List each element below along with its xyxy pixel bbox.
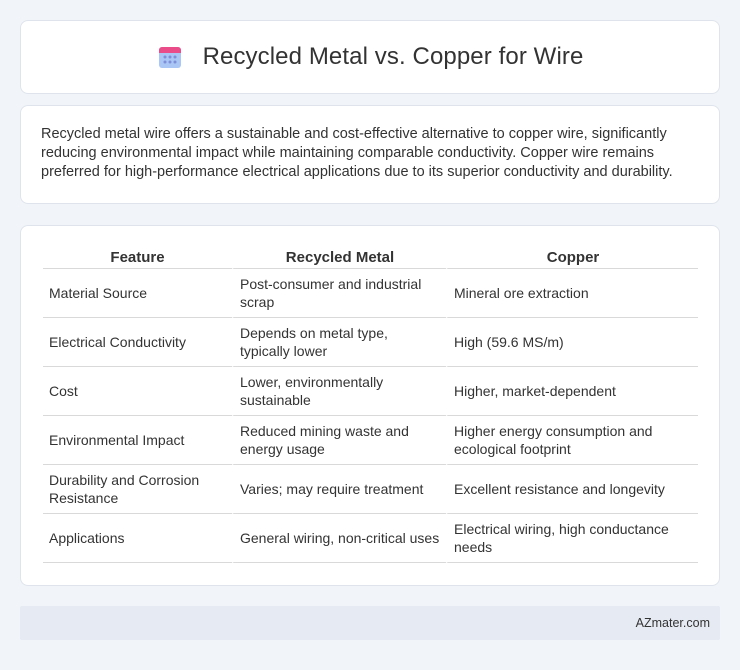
cell-recycled-metal: Lower, environmentally sustainable	[232, 367, 446, 416]
cell-copper: Higher, market-dependent	[446, 367, 698, 416]
cell-recycled-metal: Varies; may require treatment	[232, 465, 446, 514]
table-row	[43, 367, 698, 416]
cell-feature: Cost	[43, 367, 232, 416]
cell-copper: Higher energy consumption and ecological footprint	[446, 416, 698, 465]
header-recycled-metal: Recycled Metal	[232, 248, 446, 269]
cell-recycled-metal: General wiring, non-critical uses	[232, 514, 446, 563]
footer-brand: AZmater.com	[635, 616, 710, 630]
calendar-grid-icon	[157, 44, 183, 70]
table-row	[43, 514, 698, 563]
page-title: Recycled Metal vs. Copper for Wire	[202, 43, 584, 70]
cell-copper: Excellent resistance and longevity	[446, 465, 698, 514]
cell-recycled-metal: Reduced mining waste and energy usage	[232, 416, 446, 465]
header-copper: Copper	[446, 248, 698, 269]
cell-copper: Electrical wiring, high conductance needs	[446, 514, 698, 563]
comparison-table-card	[20, 225, 720, 586]
cell-feature: Environmental Impact	[43, 416, 232, 465]
title-card	[20, 20, 720, 94]
summary-card	[20, 105, 720, 204]
cell-recycled-metal: Post-consumer and industrial scrap	[232, 269, 446, 318]
footer	[20, 606, 720, 640]
cell-feature: Material Source	[43, 269, 232, 318]
table-row	[43, 416, 698, 465]
cell-feature: Applications	[43, 514, 232, 563]
header-feature: Feature	[43, 248, 232, 269]
cell-feature: Electrical Conductivity	[43, 318, 232, 367]
table-row	[43, 465, 698, 514]
comparison-table	[43, 248, 698, 563]
summary-text: Recycled metal wire offers a sustainable and cost-effective alternative to copper wire, significantly reducing environmental impact while maintaining comparable conductivity. Copper wire remains preferred for high-performance electrical applications due to its superior conductivity and durability.	[41, 126, 673, 180]
cell-feature: Durability and Corrosion Resistance	[43, 465, 232, 514]
table-row	[43, 318, 698, 367]
cell-copper: High (59.6 MS/m)	[446, 318, 698, 367]
table-row	[43, 269, 698, 318]
cell-recycled-metal: Depends on metal type, typically lower	[232, 318, 446, 367]
cell-copper: Mineral ore extraction	[446, 269, 698, 318]
table-header-row	[43, 248, 698, 269]
